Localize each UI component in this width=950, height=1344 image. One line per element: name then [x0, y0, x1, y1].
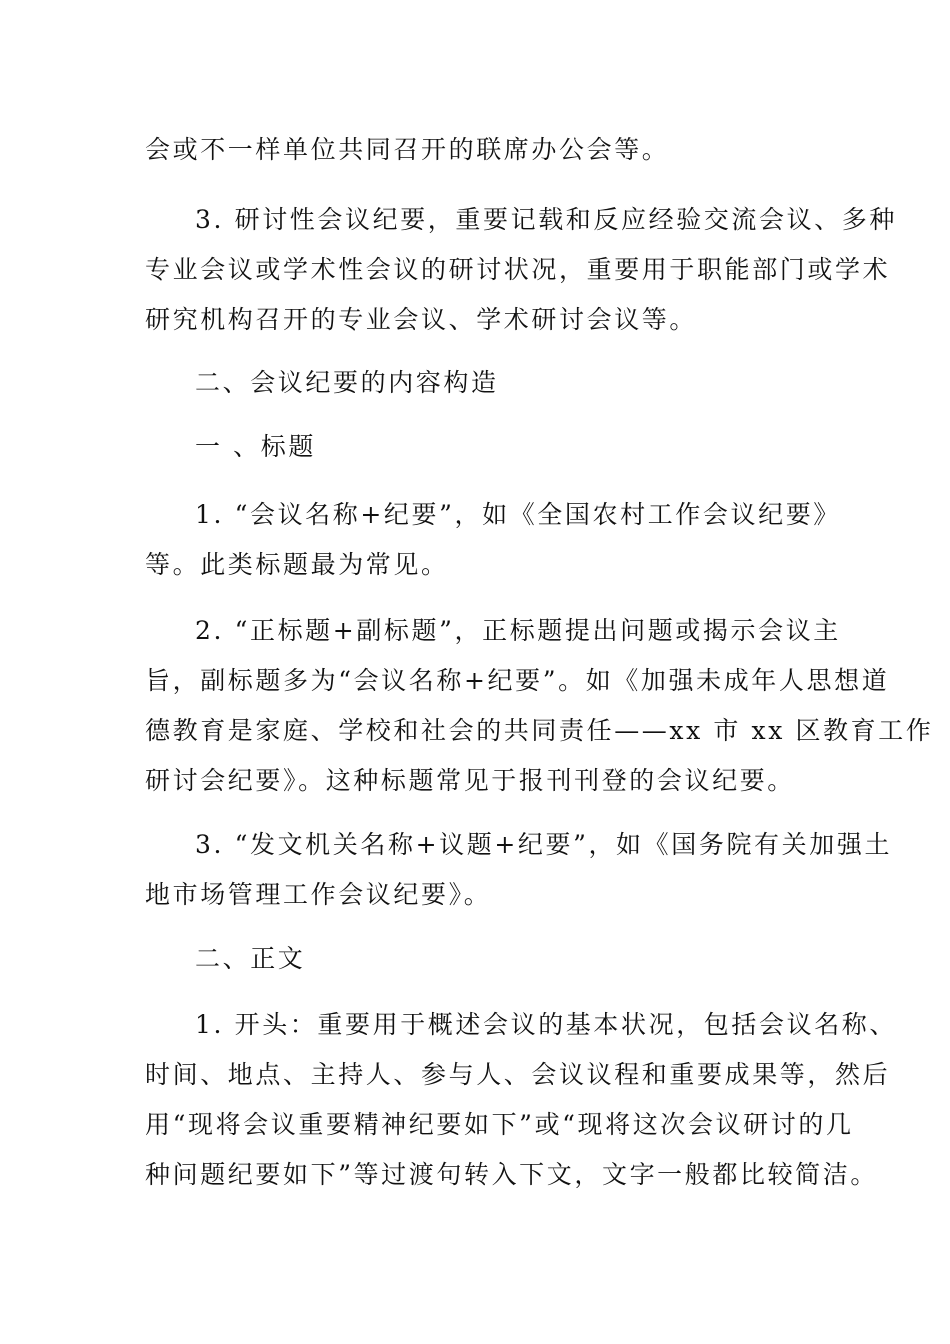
subsection-heading-title [145, 422, 815, 472]
text-line: 种问题纪要如下”等过渡句转入下文，文字一般都比较简洁。 [145, 1160, 878, 1189]
text-line: 地市场管理工作会议纪要》。 [145, 880, 492, 909]
text-line: 用“现将会议重要精神纪要如下”或“现将这次会议研讨的几 [145, 1110, 854, 1139]
text-line: 1. “会议名称+纪要”，如《全国农村工作会议纪要》 [195, 500, 841, 529]
text-line: 3. 研讨性会议纪要，重要记载和反应经验交流会议、多种 [195, 205, 898, 234]
text-line: 2. “正标题+副标题”，正标题提出问题或揭示会议主 [195, 616, 841, 645]
text-line: 会或不一样单位共同召开的联席办公会等。 [145, 135, 670, 164]
text-line: 3. “发文机关名称+议题+纪要”，如《国务院有关加强土 [195, 830, 893, 859]
text-line: 一 、标题 [195, 432, 316, 461]
text-line: 二、正文 [195, 944, 306, 973]
text-line: 旨，副标题多为“会议名称+纪要”。如《加强未成年人思想道 [145, 666, 890, 695]
text-line: 等。此类标题最为常见。 [145, 550, 449, 579]
paragraph-item-3-seminar-minutes [145, 195, 898, 345]
text-line: 专业会议或学术性会议的研讨状况，重要用于职能部门或学术 [145, 255, 891, 284]
text-line: 德教育是家庭、学校和社会的共同责任——xx 市 xx 区教育工作 [145, 716, 934, 745]
paragraph-continuation [145, 125, 815, 175]
section-heading-content-structure [145, 358, 815, 408]
text-line: 时间、地点、主持人、参与人、会议议程和重要成果等，然后 [145, 1060, 891, 1089]
paragraph-title-type-1 [145, 490, 841, 590]
text-line: 1. 开头：重要用于概述会议的基本状况，包括会议名称、 [195, 1010, 898, 1039]
paragraph-body-opening [145, 1000, 898, 1200]
text-line: 研究机构召开的专业会议、学术研讨会议等。 [145, 305, 698, 334]
text-line: 二、会议纪要的内容构造 [195, 368, 499, 397]
paragraph-title-type-3 [145, 820, 893, 920]
paragraph-title-type-2 [145, 606, 934, 806]
text-line: 研讨会纪要》。这种标题常见于报刊刊登的会议纪要。 [145, 766, 795, 795]
subsection-heading-body [145, 934, 815, 984]
